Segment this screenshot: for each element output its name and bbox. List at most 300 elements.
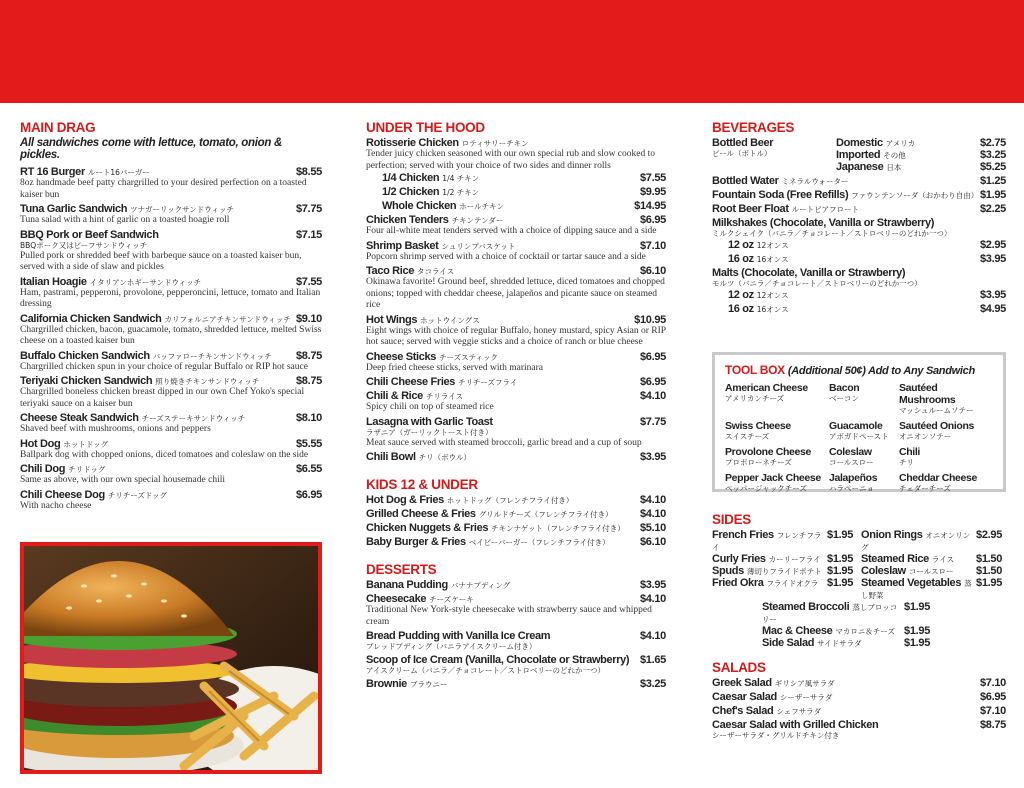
item-description: Meat sauce served with steamed broccoli, garlic bread and a cup of soup — [366, 437, 642, 448]
menu-item — [20, 166, 322, 201]
menu-item — [366, 376, 666, 388]
menu-item — [366, 390, 666, 414]
toolbox-item-name: Swiss Cheese — [725, 420, 791, 432]
toolbox-item-japanese: ベーコン — [829, 394, 859, 403]
item-row — [20, 489, 322, 501]
item-name: Chili Cheese Fries チリチーズフライ — [366, 376, 518, 388]
side-name: Steamed Vegetables 蒸し野菜 — [861, 577, 972, 600]
item-price: $6.10 — [639, 265, 666, 277]
item-japanese-name: チーズステーキサンドウィッチ — [141, 414, 246, 423]
menu-item — [712, 239, 1006, 251]
item-price: $1.25 — [979, 175, 1006, 187]
item-japanese-name: カリフォルニアチキンサンドウィッチ — [164, 314, 291, 324]
item-price: $5.10 — [639, 522, 666, 534]
item-price: $6.95 — [979, 691, 1006, 703]
side-name: Spuds 薄切りフライドポテト — [712, 565, 822, 577]
toolbox-panel — [712, 352, 1006, 492]
item-japanese-name: 薄切りフライドポテト — [746, 567, 822, 576]
menu-item — [712, 303, 1006, 315]
sides-row — [712, 529, 1006, 553]
item-japanese-name: チリドッグ — [68, 465, 106, 474]
item-price: $7.10 — [639, 239, 666, 252]
toolbox-item-japanese: チェダーチーズ — [899, 484, 951, 493]
menu-item — [366, 494, 666, 506]
section-title: BEVERAGES — [712, 120, 795, 135]
menu-item — [712, 691, 1006, 703]
item-row — [366, 654, 666, 666]
menu-item — [366, 579, 666, 591]
menu-item — [20, 203, 322, 227]
side-price: $1.95 — [904, 625, 931, 637]
toolbox-item-name: Sautéed Mushrooms — [899, 382, 956, 406]
item-row — [366, 376, 666, 388]
item-japanese-name: 日本 — [886, 163, 902, 172]
item-description: Tuna salad with a hint of garlic on a toasted hoagie roll — [20, 215, 230, 225]
item-name: Caesar Salad with Grilled Chicken — [712, 719, 879, 731]
item-row — [712, 253, 1006, 265]
toolbox-item — [829, 420, 899, 442]
section-title: DESSERTS — [366, 562, 437, 577]
menu-item — [366, 240, 666, 264]
item-japanese-name: ルート16バーガー — [87, 168, 150, 177]
toolbox-item-japanese: スイスチーズ — [725, 432, 770, 441]
menu-item — [20, 350, 322, 374]
item-japanese-name: ライス — [931, 555, 955, 564]
side-price: $1.95 — [976, 577, 1003, 589]
toolbox-item-japanese: マッシュルームソテー — [899, 406, 974, 415]
item-name: Tuna Garlic Sandwich ツナガーリックサンドウィッチ — [20, 203, 234, 215]
side-name: Curly Fries カーリーフライ — [712, 553, 821, 565]
toolbox-item-name: Bacon — [829, 382, 860, 394]
menu-item — [20, 313, 322, 348]
toolbox-item-japanese: プロボローネチーズ — [725, 458, 792, 467]
toolbox-item-name: Sautéed Onions — [899, 420, 975, 432]
side-price: $1.95 — [904, 601, 931, 613]
sides-row — [712, 553, 1006, 565]
item-row — [712, 289, 1006, 301]
item-row — [366, 593, 666, 605]
item-price: $5.25 — [979, 161, 1006, 173]
toolbox-item — [899, 472, 993, 494]
item-price: $7.55 — [639, 172, 666, 184]
item-price: $7.75 — [295, 203, 322, 215]
item-description: Popcorn shrimp served with a choice of cocktail or tartar sauce and a side — [366, 251, 646, 262]
menu-item — [366, 522, 666, 534]
side-price: $1.95 — [827, 553, 854, 565]
item-row — [20, 229, 322, 241]
item-row — [712, 239, 1006, 251]
item-name: Caesar Salad シーザーサラダ — [712, 691, 833, 703]
item-japanese-name: 16オンス — [756, 305, 789, 314]
sides-section — [712, 512, 1006, 649]
item-name: Scoop of Ice Cream (Vanilla, Chocolate or Strawberry) — [366, 654, 630, 666]
item-price: $2.25 — [979, 203, 1006, 215]
item-japanese-name: ホットウイングス — [420, 315, 480, 325]
menu-item — [366, 137, 666, 212]
item-name: Chili & Rice チリライス — [366, 390, 464, 402]
side-name: Onion Rings オニオンリング — [861, 529, 971, 552]
item-row — [20, 375, 322, 387]
item-row — [712, 719, 1006, 731]
item-japanese-name: アメリカ — [885, 139, 916, 148]
salads-section — [712, 660, 1006, 743]
item-price: $4.10 — [639, 630, 666, 642]
item-name: Hot Wings ホットウイングス — [366, 313, 480, 326]
item-name: Italian Hoagie イタリアンホギーサンドウィッチ — [20, 275, 201, 288]
item-description: Same as above, with our own special housemade chili — [20, 475, 225, 485]
item-price: $1.95 — [979, 189, 1006, 201]
item-row — [712, 189, 1006, 201]
item-japanese-name: チリ（ボウル） — [418, 453, 471, 462]
item-japanese-name: グリルドチーズ（フレンチフライ付き） — [478, 510, 613, 519]
item-row — [20, 463, 322, 475]
item-name: Grilled Cheese & Fries グリルドチーズ（フレンチフライ付き） — [366, 508, 613, 520]
item-name: Chili Cheese Dog チリチーズドッグ — [20, 488, 168, 501]
item-row — [712, 203, 1006, 215]
item-description: Shaved beef with mushrooms, onions and peppers — [20, 424, 211, 434]
item-row — [20, 203, 322, 215]
item-price: $3.95 — [979, 253, 1006, 265]
item-name: 12 oz 12オンス — [728, 239, 789, 251]
item-row — [366, 536, 666, 548]
item-price: $4.10 — [639, 593, 666, 605]
top-banner — [0, 0, 1024, 103]
item-name: 12 oz 12オンス — [728, 289, 789, 301]
item-japanese-name: 12オンス — [756, 241, 789, 250]
section-title: MAIN DRAG — [20, 120, 96, 135]
item-name: Lasagna with Garlic Toast — [366, 415, 493, 428]
item-japanese-name: シーザーサラダ・グリルドチキン付き — [712, 731, 840, 740]
item-japanese-name: チーズケーキ — [429, 595, 474, 604]
item-row — [20, 350, 322, 362]
item-price: $8.75 — [979, 719, 1006, 731]
item-name: Chili Bowl チリ（ボウル） — [366, 451, 471, 463]
sides-row — [712, 577, 1006, 601]
item-price: $3.95 — [639, 579, 666, 591]
item-japanese-name: チーズスティック — [439, 352, 498, 362]
menu-item — [366, 536, 666, 548]
item-price: $3.95 — [639, 451, 666, 463]
menu-item — [366, 186, 666, 198]
item-name: Shrimp Basket シュリンプバスケット — [366, 239, 516, 252]
item-description: Spicy chili on top of steamed rice — [366, 402, 494, 412]
item-japanese-name: 12オンス — [756, 291, 789, 300]
item-price: $4.10 — [639, 508, 666, 520]
item-row — [366, 314, 666, 326]
item-name: Teriyaki Chicken Sandwich 照り焼きチキンサンドウィッチ — [20, 375, 260, 387]
toolbox-item — [725, 420, 829, 442]
item-row — [366, 451, 666, 463]
side-name: Mac & Cheese マカロニ＆チーズ — [762, 625, 896, 637]
item-name: 1/4 Chicken 1/4 チキン — [382, 172, 480, 184]
side-name: French Fries フレンチフライ — [712, 529, 822, 552]
menu-item — [366, 200, 666, 212]
item-price: $7.75 — [639, 415, 666, 428]
item-japanese-name: チキンナゲット（フレンチフライ付き） — [491, 524, 625, 533]
item-name: Bread Pudding with Vanilla Ice Cream — [366, 630, 551, 642]
item-price: $5.55 — [295, 437, 322, 450]
item-price: $7.10 — [979, 677, 1006, 689]
item-price: $6.95 — [295, 488, 322, 501]
menu-item — [366, 508, 666, 520]
item-name: Chicken Tenders チキンテンダー — [366, 214, 504, 226]
toolbox-item-japanese: アメリカンチーズ — [725, 394, 785, 403]
item-name: Buffalo Chicken Sandwich バッファローチキンサンドウィッチ — [20, 349, 272, 362]
toolbox-item — [725, 446, 829, 468]
item-name: Hot Dog ホットドッグ — [20, 437, 109, 450]
item-japanese-name: チリチーズドッグ — [107, 490, 168, 500]
item-row — [712, 303, 1006, 315]
item-name: 1/2 Chicken 1/2 チキン — [382, 186, 480, 198]
toolbox-item — [899, 382, 993, 416]
item-japanese-name: ブラウニー — [409, 680, 448, 689]
item-name: Banana Pudding バナナプディング — [366, 579, 511, 591]
item-row — [20, 412, 322, 424]
item-japanese-name: バナナプディング — [450, 581, 511, 590]
menu-item — [20, 229, 322, 274]
toolbox-item-name: Guacamole — [829, 420, 883, 432]
item-price: $7.55 — [295, 275, 322, 288]
item-name: Cheesecake チーズケーキ — [366, 593, 474, 605]
toolbox-item-name: Coleslaw — [829, 446, 872, 458]
beer-option — [836, 137, 1006, 149]
item-price: $6.95 — [639, 350, 666, 363]
item-price: $7.10 — [979, 705, 1006, 717]
item-name: Chicken Nuggets & Fries チキンナゲット（フレンチフライ付き） — [366, 522, 625, 534]
toolbox-item — [725, 472, 829, 494]
burger-photo — [20, 542, 322, 774]
item-name: Rotisserie Chicken ロティサリーチキン — [366, 137, 529, 149]
item-name: Imported その他 — [836, 149, 906, 161]
item-price: $10.95 — [634, 313, 666, 326]
toolbox-item — [829, 382, 899, 416]
burger-fries-image — [24, 546, 318, 770]
side-price: $1.50 — [976, 565, 1003, 577]
item-price: $6.95 — [639, 376, 666, 388]
item-description: Deep fried cheese sticks, served with marinara — [366, 362, 543, 373]
item-japanese-name: その他 — [883, 151, 906, 160]
item-japanese-name: チキンテンダー — [451, 216, 504, 225]
menu-item — [366, 630, 666, 652]
menu-item — [20, 412, 322, 436]
item-name: Chef's Salad シェフサラダ — [712, 705, 822, 717]
toolbox-item — [725, 382, 829, 416]
item-japanese-name: チリチーズフライ — [458, 378, 518, 387]
item-row — [20, 438, 322, 450]
item-description: Tender juicy chicken seasoned with our own special rub and slow cooked to perfection; served with your choice of two sides and dinner rolls — [366, 149, 656, 171]
item-name: 16 oz 16オンス — [728, 303, 789, 315]
side-name: Steamed Broccoli 蒸しブロッコリー — [762, 601, 898, 624]
item-description: Eight wings with choice of regular Buffalo, honey mustard, spicy Asian or RIP hot sauce; served with veggie sticks and a choice of ranch or blue cheese — [366, 325, 666, 347]
side-name: Coleslaw コールスロー — [861, 565, 954, 577]
item-price: $1.65 — [639, 654, 666, 666]
item-row — [20, 166, 322, 178]
menu-item — [712, 719, 1006, 741]
menu-item — [712, 677, 1006, 689]
item-japanese-name: ホットドッグ — [63, 439, 109, 449]
item-row — [366, 186, 666, 198]
item-japanese-name: フライドオクラ — [766, 579, 819, 588]
item-japanese-name: ツナガーリックサンドウィッチ — [130, 205, 234, 214]
toolbox-item — [829, 472, 899, 494]
toolbox-item-japanese: チリ — [899, 458, 914, 467]
item-japanese-name: マカロニ＆チーズ — [835, 627, 896, 636]
item-japanese-name: ミネラルウォーター — [781, 177, 849, 186]
item-name: BBQ Pork or Beef Sandwich — [20, 228, 159, 241]
item-price: $9.10 — [295, 312, 322, 325]
item-price: $6.10 — [639, 536, 666, 548]
item-japanese-name: アイスクリーム（バニラ／チョコレート／ストロベリーのどれか一つ） — [366, 666, 606, 675]
item-japanese-name: イタリアンホギーサンドウィッチ — [89, 277, 201, 287]
item-name: Brownie ブラウニー — [366, 678, 448, 690]
item-japanese-name: 16オンス — [756, 255, 789, 264]
menu-item — [20, 375, 322, 410]
item-japanese-name: ルートビアフロート — [791, 205, 860, 214]
beer-option — [836, 149, 1006, 161]
item-japanese-name: カーリーフライ — [768, 555, 821, 564]
item-price: $6.55 — [295, 463, 322, 475]
side-price: $1.95 — [827, 529, 854, 541]
item-japanese-name: 1/2 チキン — [442, 188, 480, 197]
item-name: Taco Rice タコライス — [366, 265, 455, 277]
item-row — [366, 390, 666, 402]
menu-item — [366, 351, 666, 375]
menu-item — [366, 265, 666, 312]
item-japanese-name: バッファローチキンサンドウィッチ — [152, 351, 272, 361]
item-name: Baby Burger & Fries ベイビーバーガー（フレンチフライ付き） — [366, 536, 610, 548]
center-column — [366, 120, 666, 692]
item-price: $14.95 — [634, 200, 666, 212]
section-title: KIDS 12 & UNDER — [366, 477, 478, 492]
item-row — [20, 276, 322, 288]
section-title: SALADS — [712, 660, 766, 675]
sides-row — [712, 565, 1006, 577]
toolbox-item — [899, 420, 993, 442]
toolbox-item — [899, 446, 993, 468]
item-price: $8.10 — [295, 412, 322, 424]
item-name: Greek Salad ギリシア風サラダ — [712, 677, 835, 689]
item-row — [20, 313, 322, 325]
item-japanese-name: 照り焼きチキンサンドウィッチ — [155, 377, 260, 386]
menu-item — [366, 214, 666, 238]
item-description: 8oz handmade beef patty chargrilled to your desired perfection on a toasted kaiser bun — [20, 178, 307, 200]
item-description: Chargrilled boneless chicken breast dipped in our own Chef Yoko's special teriyaki sauce on a kaiser bun — [20, 387, 305, 409]
item-japanese-name: ギリシア風サラダ — [774, 679, 835, 688]
side-price: $1.50 — [976, 553, 1003, 565]
item-description: Pulled pork or shredded beef with barbeque sauce on a toasted kaiser bun, served with a side of slaw and pickles — [20, 250, 302, 272]
item-price: $3.25 — [639, 678, 666, 690]
item-row — [366, 172, 666, 184]
menu-item — [366, 451, 666, 463]
item-price: $2.75 — [979, 137, 1006, 149]
item-japanese-name: シェフサラダ — [776, 707, 822, 716]
side-name: Side Salad サイドサラダ — [762, 637, 862, 649]
item-row — [366, 630, 666, 642]
item-name: Root Beer Float ルートビアフロート — [712, 203, 860, 215]
item-name: Hot Dog & Fries ホットドッグ（フレンチフライ付き） — [366, 494, 574, 506]
item-name: Cheese Steak Sandwich チーズステーキサンドウィッチ — [20, 412, 246, 424]
menu-item — [366, 654, 666, 676]
menu-item — [20, 463, 322, 487]
menu-item — [712, 189, 1006, 201]
item-japanese-name: ファウンテンソーダ（おかわり自由） — [851, 191, 979, 200]
item-name: Domestic アメリカ — [836, 137, 916, 149]
item-price: $4.10 — [639, 494, 666, 506]
item-description: Ballpark dog with chopped onions, diced tomatoes and coleslaw on the side — [20, 449, 309, 460]
item-japanese-name: ホールチキン — [459, 202, 505, 211]
item-row — [366, 579, 666, 591]
toolbox-item-name: Provolone Cheese — [725, 446, 812, 458]
section-title: UNDER THE HOOD — [366, 120, 485, 135]
side-price: $1.95 — [827, 577, 854, 589]
toolbox-item-name: Cheddar Cheese — [899, 472, 977, 484]
item-description: Four all-white meat tenders served with a choice of dipping sauce and a side — [366, 226, 657, 236]
menu-item — [20, 438, 322, 462]
item-description: Okinawa favorite! Ground beef, shredded lettuce, diced tomatoes and chopped onions; topped with cheddar cheese, jalapeños and picante sauce on steamed rice — [366, 277, 665, 310]
item-name: Cheese Sticks チーズスティック — [366, 350, 498, 363]
item-japanese-name: ベイビーバーガー（フレンチフライ付き） — [468, 538, 610, 547]
sides-row — [762, 625, 1006, 637]
item-price: $4.95 — [979, 303, 1006, 315]
menu-item — [20, 276, 322, 311]
item-price: $4.10 — [639, 390, 666, 402]
item-row — [366, 678, 666, 690]
item-row — [712, 705, 1006, 717]
item-description: With nacho cheese — [20, 500, 92, 511]
item-name: Fountain Soda (Free Refills) ファウンテンソーダ（おかわり自由） — [712, 189, 979, 201]
item-row — [366, 522, 666, 534]
item-name: 16 oz 16オンス — [728, 253, 789, 265]
side-price: $1.95 — [904, 637, 931, 649]
item-japanese-name: タコライス — [417, 267, 455, 276]
menu-item: Milkshakes (Chocolate, Vanilla or Strawberry) ミルクシェイク（バニラ／チョコレート／ストロベリーのどれか一つ） 12 oz 12オンス $2.95 16 oz 16オンス $3.95 — [712, 217, 1006, 265]
item-row — [366, 200, 666, 212]
item-price: $3.25 — [979, 149, 1006, 161]
menu-item: Malts (Chocolate, Vanilla or Strawberry) モルツ（バニラ／チョコレート／ストロベリーのどれか一つ） 12 oz 12オンス $3.95 16 oz 16オンス $4.95 — [712, 267, 1006, 315]
item-description: Ham, pastrami, pepperoni, provolone, pepperoncini, lettuce, tomato and Italian dressing — [20, 287, 321, 309]
menu-item — [712, 253, 1006, 265]
item-japanese-name: シュリンプバスケット — [441, 241, 516, 251]
item-row — [366, 494, 666, 506]
item-row — [712, 677, 1006, 689]
item-description: Chargrilled chicken, bacon, guacamole, tomato, shredded lettuce, melted Swiss cheese on a toasted kaiser bun — [20, 324, 322, 346]
toolbox-item-japanese: コールスロー — [829, 458, 874, 467]
item-row — [366, 240, 666, 252]
side-price: $2.95 — [976, 529, 1003, 541]
item-price: $9.95 — [639, 186, 666, 198]
sides-row — [762, 637, 1006, 649]
toolbox-item-japanese: オニオンソテー — [899, 432, 952, 441]
item-japanese-name: BBQポーク又はビーフサンドウィッチ — [20, 240, 148, 250]
item-description: Traditional New York-style cheesecake with strawberry sauce and whipped cream — [366, 605, 652, 627]
menu-item: Bottled Beer ビール（ボトル） Domestic アメリカ $2.75 Imported その他 $3.25 Japanese 日本 $5.25 — [712, 137, 1006, 173]
item-row — [366, 351, 666, 363]
item-row — [366, 214, 666, 226]
menu-item — [712, 289, 1006, 301]
item-row — [712, 691, 1006, 703]
toolbox-item-name: Jalapeños — [829, 472, 878, 484]
item-description: Chargrilled chicken spun in your choice of regular Buffalo or RIP hot sauce — [20, 361, 308, 372]
item-japanese-name: 蒸しブロッコリー — [762, 603, 898, 624]
toolbox-item-name: American Cheese — [725, 382, 808, 394]
item-japanese-name: フレンチフライ — [712, 531, 822, 552]
item-japanese-name: サイドサラダ — [817, 639, 862, 648]
menu-item — [366, 593, 666, 628]
item-price: $8.55 — [295, 166, 322, 178]
right-column — [712, 120, 1006, 317]
item-japanese-name: ラザニア（ガーリックトースト付き） — [366, 427, 493, 437]
menu-item — [366, 416, 666, 450]
